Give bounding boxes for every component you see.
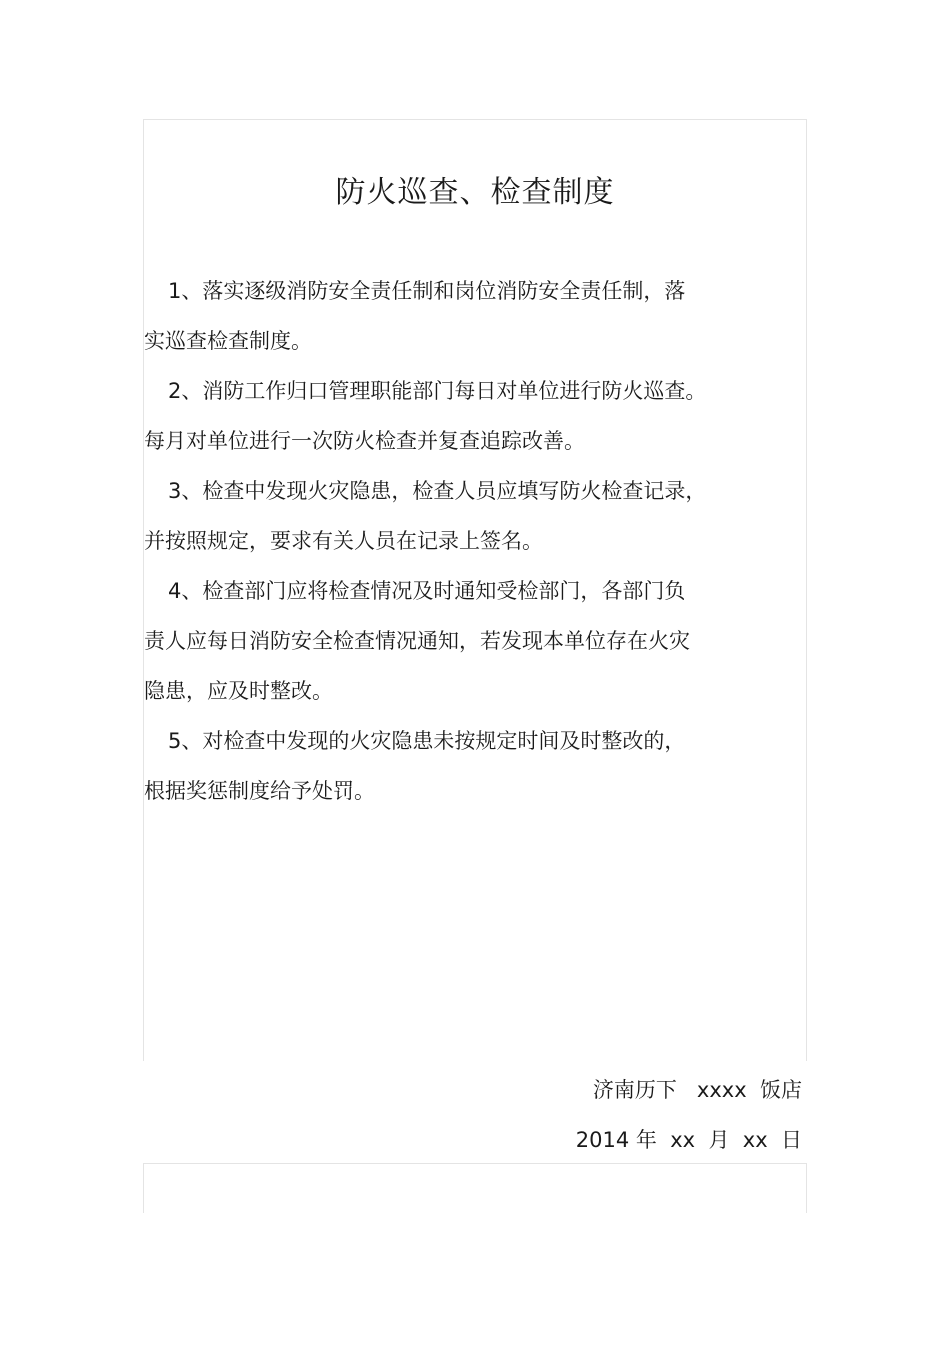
item-2-line-1: 2、消防工作归口管理职能部门每日对单位进行防火巡查。: [168, 379, 707, 403]
item-1-line-2: 实巡查检查制度。: [144, 329, 312, 353]
signature-organization: 济南历下 xxxx 饭店: [592, 1078, 802, 1102]
page-frame-top: [143, 119, 807, 120]
item-5-line-2: 根据奖惩制度给予处罚。: [144, 779, 375, 803]
item-4-line-3: 隐患，应及时整改。: [144, 679, 333, 703]
item-4-line-1: 4、检查部门应将检查情况及时通知受检部门，各部门负: [168, 579, 686, 603]
item-4-line-2: 责人应每日消防安全检查情况通知，若发现本单位存在火灾: [144, 629, 690, 653]
page-frame-left: [143, 119, 144, 1061]
page-frame-lower-left: [143, 1163, 144, 1213]
signature-date: 2014 年 xx 月 xx 日: [575, 1128, 802, 1152]
page-frame-lower-right: [806, 1163, 807, 1213]
item-1-line-1: 1、落实逐级消防安全责任制和岗位消防安全责任制，落: [168, 279, 686, 303]
item-2-line-2: 每月对单位进行一次防火检查并复查追踪改善。: [144, 429, 585, 453]
page-frame-right: [806, 119, 807, 1061]
page-frame-bottom-divider: [143, 1163, 807, 1164]
document-title: 防火巡查、检查制度: [335, 175, 615, 210]
item-3-line-2: 并按照规定，要求有关人员在记录上签名。: [144, 529, 543, 553]
item-5-line-1: 5、对检查中发现的火灾隐患未按规定时间及时整改的，: [168, 729, 686, 753]
item-3-line-1: 3、检查中发现火灾隐患，检查人员应填写防火检查记录，: [168, 479, 707, 503]
